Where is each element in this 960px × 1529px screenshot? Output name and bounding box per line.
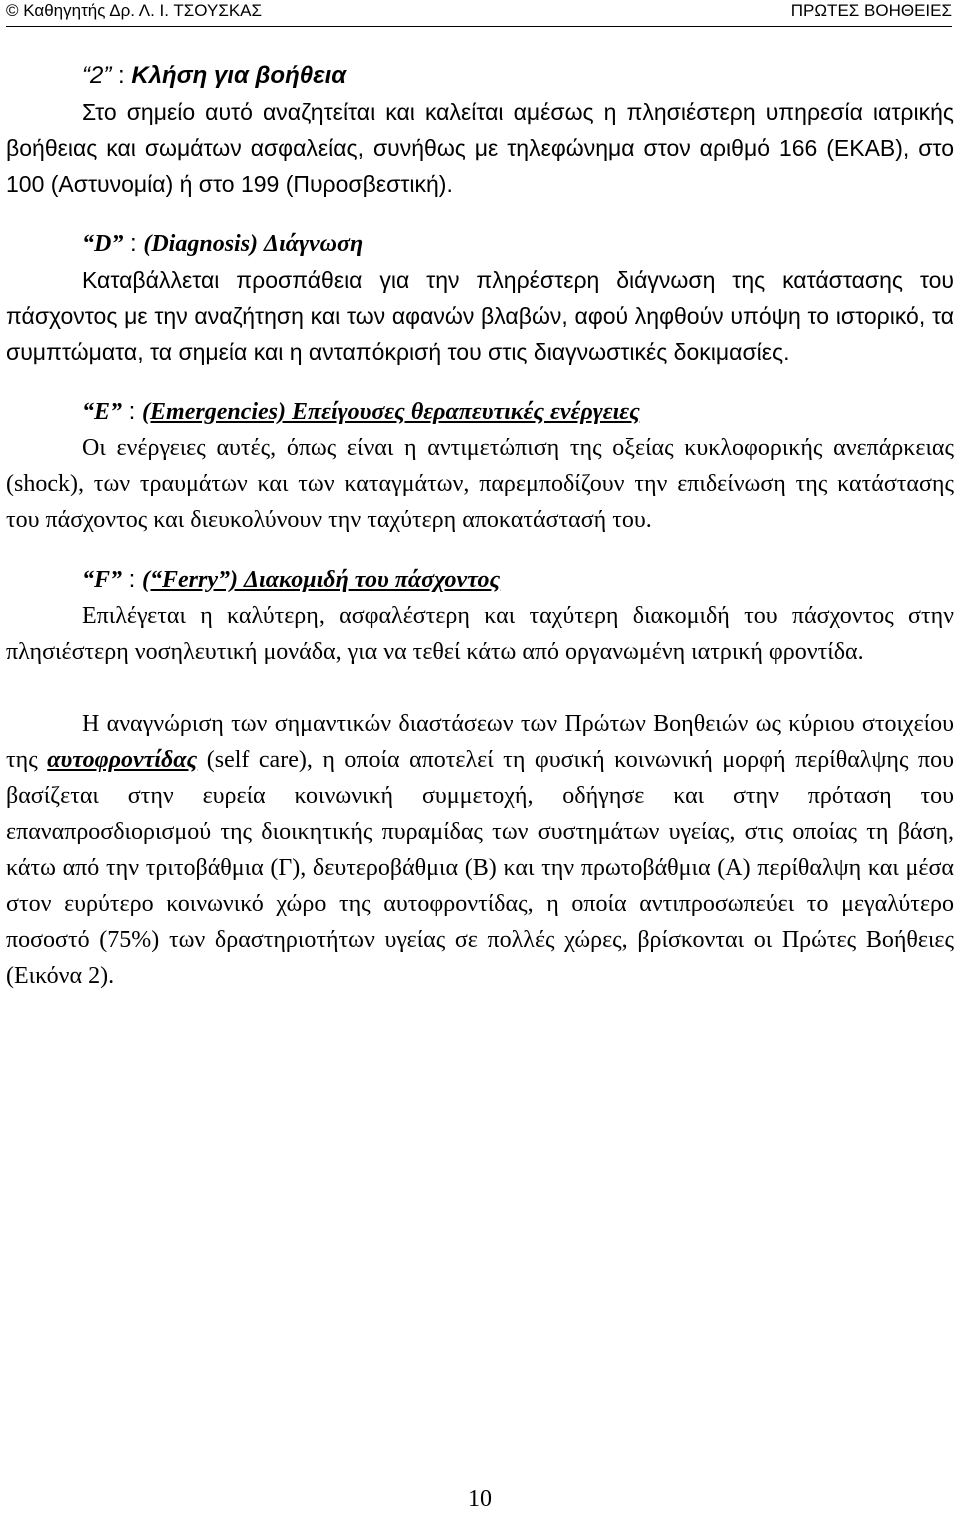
- section-call-for-help: [6, 58, 954, 202]
- section-title: Κλήση για βοήθεια: [131, 62, 347, 89]
- section-heading: [6, 226, 954, 262]
- section-title: (Diagnosis) Διάγνωση: [143, 231, 364, 257]
- closing-section: [6, 706, 954, 994]
- heading-separator: :: [122, 566, 143, 593]
- closing-paragraph: [6, 706, 954, 994]
- page-header: [6, 0, 952, 27]
- section-body: Οι ενέργειες αυτές, όπως είναι η αντιμετώπιση της οξείας κυκλοφορικής ανεπάρκειας (shock), των τραυμάτων και των καταγμάτων, παρεμποδίζουν την επιδείνωση της κατάστασης του πάσχοντος και διευκολύνουν την ταχύτερη αποκατάστασή του.: [6, 435, 954, 533]
- header-author: © Καθηγητής Δρ. Λ. Ι. ΤΣΟΥΣΚΑΣ: [6, 1, 263, 20]
- section-title: (“Ferry”) Διακομιδή του πάσχοντος: [142, 567, 501, 593]
- page-number: 10: [468, 1486, 492, 1512]
- heading-separator: :: [122, 398, 143, 425]
- section-emergencies: [6, 394, 954, 538]
- section-body: Καταβάλλεται προσπάθεια για την πληρέστερη διάγνωση της κατάστασης του πάσχοντος με την αναζήτηση και των αφανών βλαβών, αφού ληφθούν υπόψη το ιστορικό, τα συμπτώματα, τα σημεία και η ανταπόκρισή του στις διαγνωστικές δοκιμασίες.: [6, 267, 954, 365]
- section-heading: [6, 394, 954, 430]
- section-title: (Emergencies) Επείγουσες θεραπευτικές ενέργειες: [142, 399, 640, 425]
- section-heading: [6, 58, 954, 94]
- closing-text-before: Η αναγνώριση των σημαντικών διαστάσεων των Πρώτων Βοηθειών ως κύριου στοιχείου της: [6, 711, 954, 773]
- section-heading: [6, 562, 954, 598]
- section-body: Επιλέγεται η καλύτερη, ασφαλέστερη και ταχύτερη διακομιδή του πάσχοντος στην πλησιέστερη νοσηλευτική μονάδα, για να τεθεί κάτω από οργανωμένη ιατρική φροντίδα.: [6, 603, 954, 665]
- closing-keyword: αυτοφροντίδας: [47, 747, 198, 773]
- section-body: Στο σημείο αυτό αναζητείται και καλείται αμέσως η πλησιέστερη υπηρεσία ιατρικής βοήθειας και σωμάτων ασφαλείας, συνήθως με τηλεφώνημα στον αριθμό 166 (ΕΚΑΒ), στο 100 (Αστυνομία) ή στο 199 (Πυροσβεστική).: [6, 99, 954, 197]
- header-title: ΠΡΩΤΕΣ ΒΟΗΘΕΙΕΣ: [790, 1, 952, 20]
- page-content: [6, 58, 954, 994]
- section-letter: “F”: [82, 567, 123, 593]
- section-ferry: [6, 562, 954, 670]
- heading-separator: :: [123, 230, 144, 257]
- closing-text-after: (self care), η οποία αποτελεί τη φυσική κοινωνική μορφή περίθαλψης που βασίζεται στην ευρεία κοινωνική συμμετοχή, οδήγησε και στην πρόταση του επαναπροσδιορισμού της διοικητικής πυραμίδας των συστημάτων υγείας, στις οποίας τη βάση, κάτω από την τριτοβάθμια (Γ), δευτεροβάθμια (Β) και την πρωτοβάθμια (Α) περίθαλψη και μέσα στον ευρύτερο κοινωνικό χώρο της αυτοφροντίδας, η οποία αντιπροσωπεύει το μεγαλύτερο ποσοστό (75%) των δραστηριοτήτων υγείας σε πολλές χώρες, βρίσκονται οι Πρώτες Βοήθειες (Εικόνα 2).: [6, 747, 955, 989]
- section-letter: “E”: [82, 399, 123, 425]
- section-letter: “2”: [82, 62, 112, 89]
- heading-separator: :: [111, 62, 132, 89]
- section-letter: “D”: [82, 231, 124, 257]
- section-diagnosis: [6, 226, 954, 370]
